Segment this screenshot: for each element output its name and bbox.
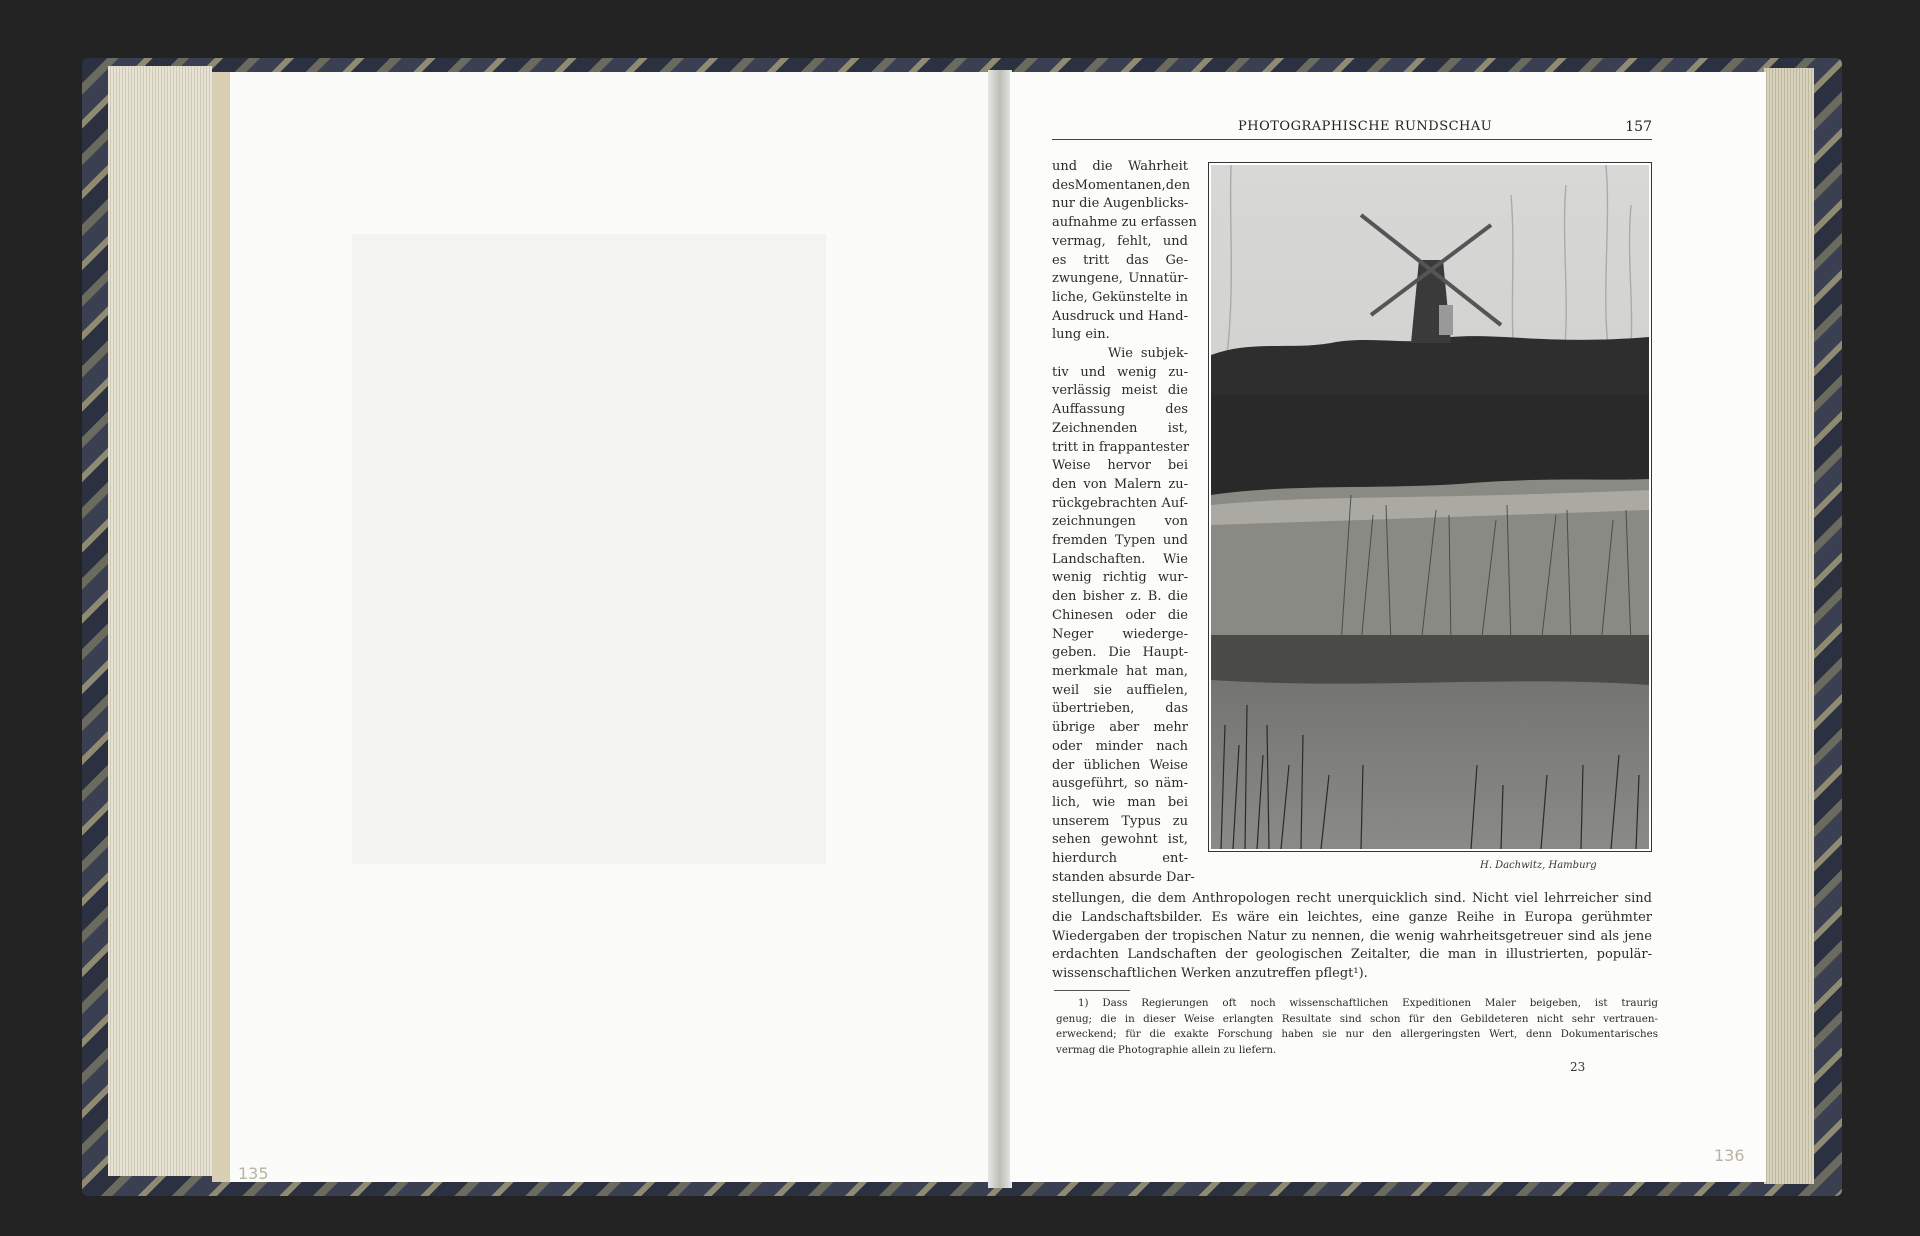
text-line: sehen gewohnt ist, [1052,832,1188,848]
text-line: Wiedergaben der tropischen Natur zu nennen, die wenig wahrheitsgetreuer sind als jene [1052,928,1652,944]
text-line: Ausdruck und Hand- [1052,308,1189,324]
text-line: hierdurch ent- [1052,851,1188,867]
running-head [1052,119,1652,140]
text-line: Weise hervor bei [1052,458,1188,474]
windmill-photograph [1208,162,1652,852]
text-line: standen absurde Dar- [1052,869,1195,885]
text-line: tritt in frappantester [1052,439,1190,455]
left-page-edges [108,66,212,1176]
text-line: fremden Typen und [1052,533,1188,549]
footnote [1056,996,1658,1059]
text-line: die Landschaftsbilder. Es wäre ein leichtes, eine ganze Reihe in Europa gerühmter [1052,909,1652,925]
text-line: weil sie auffielen, [1052,682,1188,698]
narrow-column-text [1052,158,1197,887]
text-line: oder minder nach [1052,738,1188,754]
text-line: desMomentanen,den [1052,177,1191,193]
text-line: liche, Gekünstelte in [1052,289,1188,305]
text-line: den von Malern zu- [1052,476,1188,492]
text-line: ausgeführt, so näm- [1052,776,1188,792]
text-line: wissenschaftlichen Werken anzutreffen pflegt¹). [1052,966,1368,982]
footnote-line: erweckend; für die exakte Forschung haben sie nur den allergeringsten Wert, denn Dokumentarisches [1056,1028,1658,1041]
signature-mark: 23 [1570,1060,1586,1074]
text-line: den bisher z. B. die [1052,589,1188,605]
page-number: 157 [1625,119,1652,135]
text-line: verlässig meist die [1052,383,1188,399]
text-line: der üblichen Weise [1052,757,1188,773]
text-line: Auffassung des [1052,402,1188,418]
text-line: lich, wie man bei [1052,794,1188,810]
text-line: wenig richtig wur- [1052,570,1188,586]
text-line: Zeichnenden ist, [1052,420,1188,436]
footnote-rule [1054,990,1130,991]
text-line: Landschaften. Wie [1052,551,1188,567]
text-line: tiv und wenig zu- [1052,364,1188,380]
text-line: rückgebrachten Auf- [1052,495,1188,511]
full-width-text [1052,890,1652,984]
blank-plate-area [352,234,826,864]
page-title: PHOTOGRAPHISCHE RUNDSCHAU [1238,119,1493,134]
pencil-number-left: 135 [238,1164,269,1183]
right-page-edges [1764,68,1814,1184]
text-line: merkmale hat man, [1052,663,1188,679]
text-line: Neger wiederge- [1052,626,1188,642]
text-line: und die Wahrheit [1052,159,1188,174]
text-line: aufnahme zu erfassen [1052,215,1197,231]
text-line: unserem Typus zu [1052,813,1188,829]
footnote-line: vermag die Photographie allein zu liefern. [1056,1044,1277,1057]
text-line: Chinesen oder die [1052,607,1188,623]
text-line: lung ein. [1052,327,1110,343]
text-line: übrige aber mehr [1052,720,1188,736]
book-gutter [988,70,1012,1188]
text-line: zwungene, Unnatür- [1052,271,1188,287]
photo-credit: H. Dachwitz, Hamburg [1480,860,1597,871]
text-line: Wie subjek- [1108,346,1188,362]
text-line: übertrieben, das [1052,701,1188,717]
text-line: stellungen, die dem Anthropologen recht unerquicklich sind. Nicht viel lehrreicher sind [1052,891,1652,906]
text-line: erdachten Landschaften der geologischen Zeitalter, die man in illustrierten, populär- [1052,947,1652,963]
text-line: nur die Augenblicks- [1052,196,1189,212]
text-line: es tritt das Ge- [1052,252,1188,268]
footnote-line: genug; die in dieser Weise erlangten Resultate sind schon für den Gebildeteren nicht sehr vertrauen- [1056,1012,1658,1025]
footnote-line: 1) Dass Regierungen oft noch wissenschaftlichen Expeditionen Maler beigeben, ist traurig [1078,997,1658,1009]
text-line: geben. Die Haupt- [1052,645,1188,661]
pencil-number-right: 136 [1714,1146,1745,1165]
text-line: vermag, fehlt, und [1052,233,1188,249]
text-line: zeichnungen von [1052,514,1188,530]
